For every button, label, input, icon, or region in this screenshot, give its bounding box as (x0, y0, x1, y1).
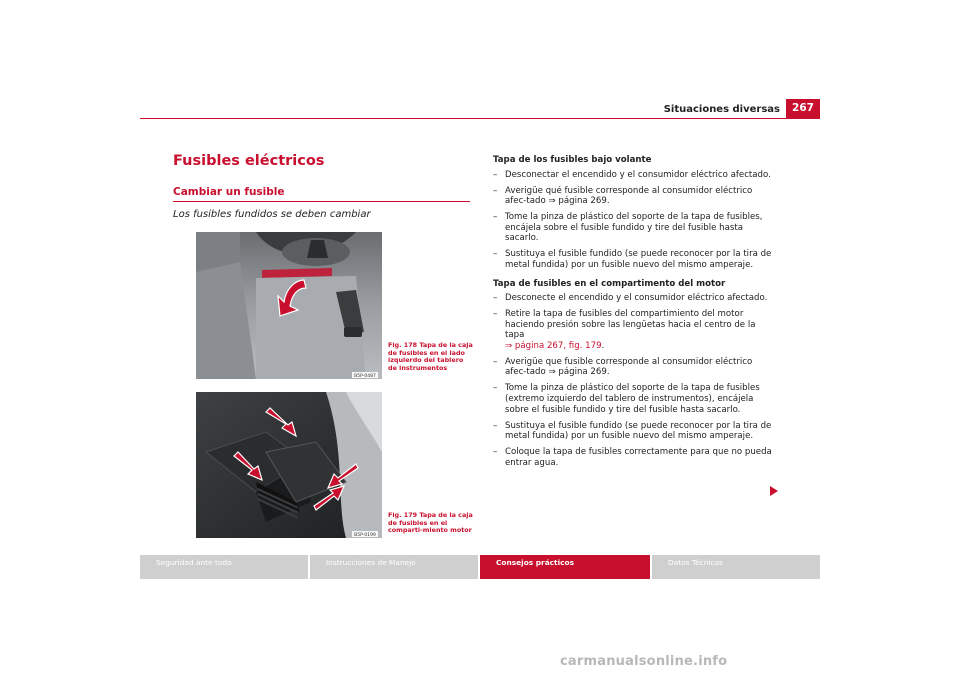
section-title: Fusibles eléctricos (173, 153, 325, 169)
figure-178-caption: Fig. 178 Tapa de la caja de fusibles en el lado izquierdo del tablero de instrumentos (388, 341, 473, 372)
list-item: – Sustituya el fusible fundido (se puede reconocer por la tira de metal fundida) por un fusible nuevo del mismo amperaje. (493, 420, 772, 442)
list-item: – Desconectar el encendido y el consumidor eléctrico afectado. (493, 169, 771, 180)
list-item: – Coloque la tapa de fusibles correctamente para que no pueda entrar agua. (493, 447, 772, 468)
figure-178-photo (196, 232, 382, 379)
list-item: – Averigüe qué fusible corresponde al consumidor eléctrico afec-tado ⇒ página 269. (493, 185, 753, 207)
footer-tab-datos[interactable]: Datos Técnicos (652, 555, 820, 579)
list-item: – Tome la pinza de plástico del soporte de la tapa de fusibles, encájela sobre el fusible fundido y tire del fusible hasta sacarlo. (493, 212, 763, 244)
figure-178-code: B5P-0487 (354, 374, 376, 379)
instructions-heading-engine: Tapa de fusibles en el compartimento del motor (493, 278, 726, 289)
page-number-badge: 267 (786, 99, 820, 118)
section-subtitle: Cambiar un fusible (173, 186, 285, 198)
continue-arrow-icon[interactable] (770, 486, 778, 496)
figure-179-photo (196, 392, 382, 538)
list-item: – Tome la pinza de plástico del soporte de la tapa de fusibles (extremo izquierdo del tablero de instrumentos), encájela sobre el fusible fundido y tire del fusible hasta sacarlo. (493, 383, 760, 415)
instructions-column (493, 155, 775, 474)
page-reference-link[interactable]: ⇒ página 267, fig. 179 (505, 340, 602, 351)
list-item: – Desconecte el encendido y el consumidor eléctrico afectado. (493, 293, 768, 304)
footer-tab-consejos[interactable]: Consejos prácticos (480, 555, 650, 579)
list-item: – Retire la tapa de fusibles del compartimiento del motor haciendo presión sobre las lengüetas hacia el centro de la tapa ⇒ página 267, fig. 179. (493, 309, 756, 351)
section-intro: Los fusibles fundidos se deben cambiar (173, 209, 371, 220)
header-rule (140, 118, 820, 119)
figure-179-code: B5P-0199 (354, 533, 376, 538)
watermark: carmanualsonline.info (560, 654, 728, 669)
subtitle-rule (173, 201, 470, 202)
footer-tab-instrucciones[interactable]: Instrucciones de Manejo (310, 555, 478, 579)
running-header-title: Situaciones diversas (663, 104, 780, 115)
list-item: – Sustituya el fusible fundido (se puede reconocer por la tira de metal fundida) por un fusible nuevo del mismo amperaje. (493, 249, 772, 270)
footer-tab-seguridad[interactable]: Seguridad ante todo (140, 555, 308, 579)
list-item: – Averigüe que fusible corresponde al consumidor eléctrico afec-tado ⇒ página 269. (493, 356, 753, 378)
instructions-heading-steering: Tapa de los fusibles bajo volante (493, 155, 652, 165)
figure-179-caption: Fig. 179 Tapa de la caja de fusibles en el comparti-miento motor (388, 511, 473, 535)
